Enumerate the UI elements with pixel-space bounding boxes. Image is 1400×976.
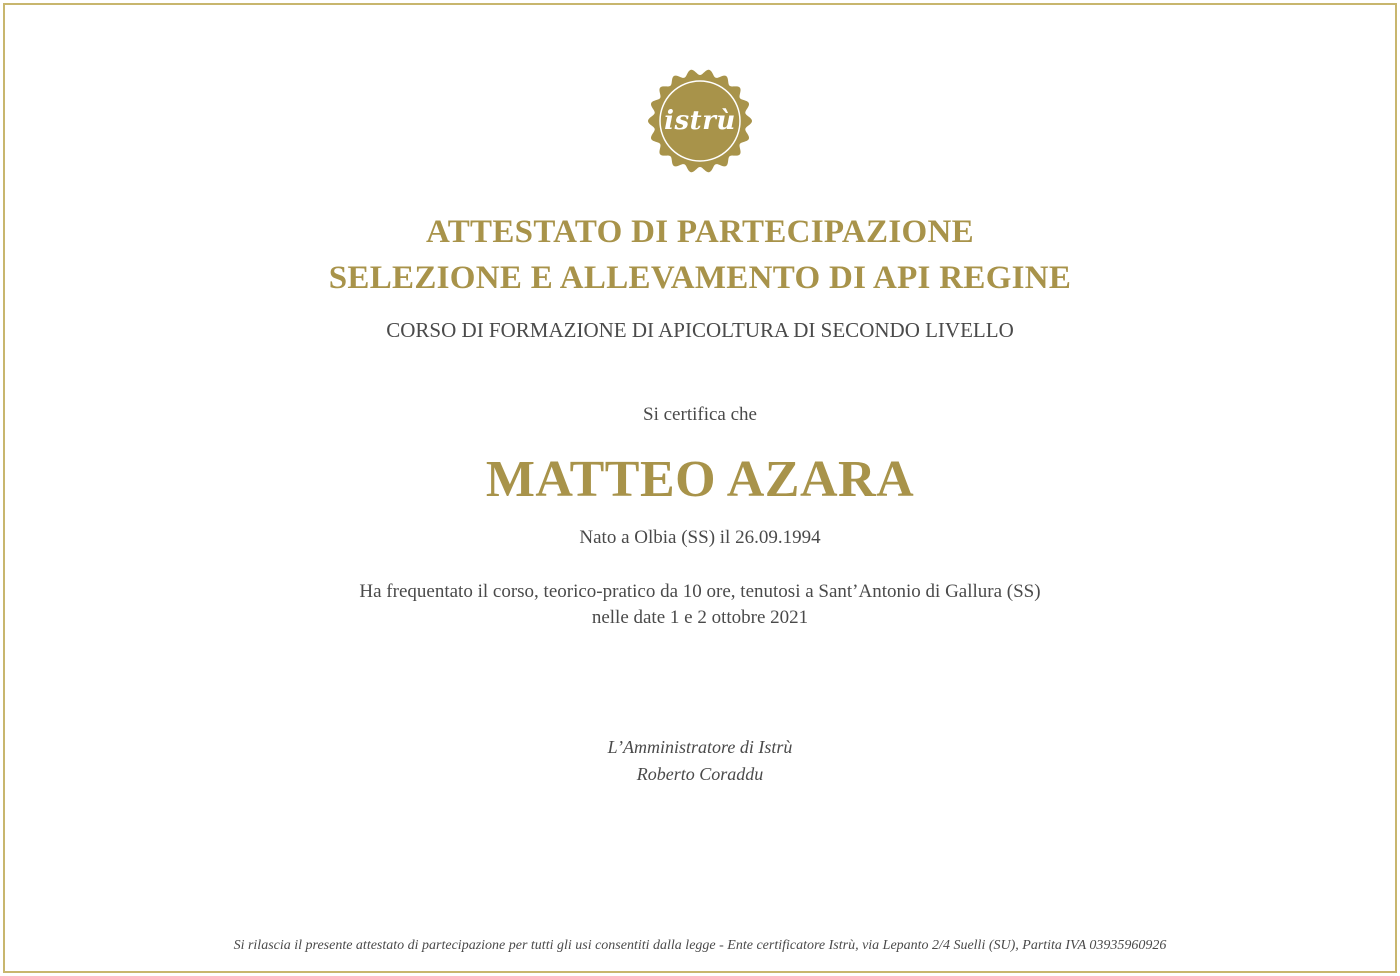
course-subtitle: CORSO DI FORMAZIONE DI APICOLTURA DI SECONDO LIVELLO: [386, 318, 1014, 342]
course-description-line1: Ha frequentato il corso, teorico-pratico da 10 ore, tenutosi a Sant’Antonio di Gallura (SS): [359, 581, 1041, 602]
legal-footer: Si rilascia il presente attestato di partecipazione per tutti gli usi consentiti dalla legge - Ente certificatore Istrù, via Lepanto 2/4 Suelli (SU), Partita IVA 03935960926: [233, 938, 1167, 953]
signatory-name: Roberto Coraddu: [636, 764, 764, 784]
recipient-birth-info: Nato a Olbia (SS) il 26.09.1994: [579, 527, 821, 548]
course-description-line2: nelle date 1 e 2 ottobre 2021: [591, 607, 809, 628]
certificate-title-line2: SELEZIONE E ALLEVAMENTO DI API REGINE: [328, 260, 1072, 296]
recipient-name: MATTEO AZARA: [485, 451, 915, 508]
istru-seal-logo: [647, 68, 753, 174]
seal-logo-text: istrù: [664, 106, 736, 136]
certify-statement: Si certifica che: [643, 404, 757, 425]
certificate-title-line1: ATTESTATO DI PARTECIPAZIONE: [426, 214, 974, 250]
signatory-role: L’Amministratore di Istrù: [607, 737, 793, 757]
